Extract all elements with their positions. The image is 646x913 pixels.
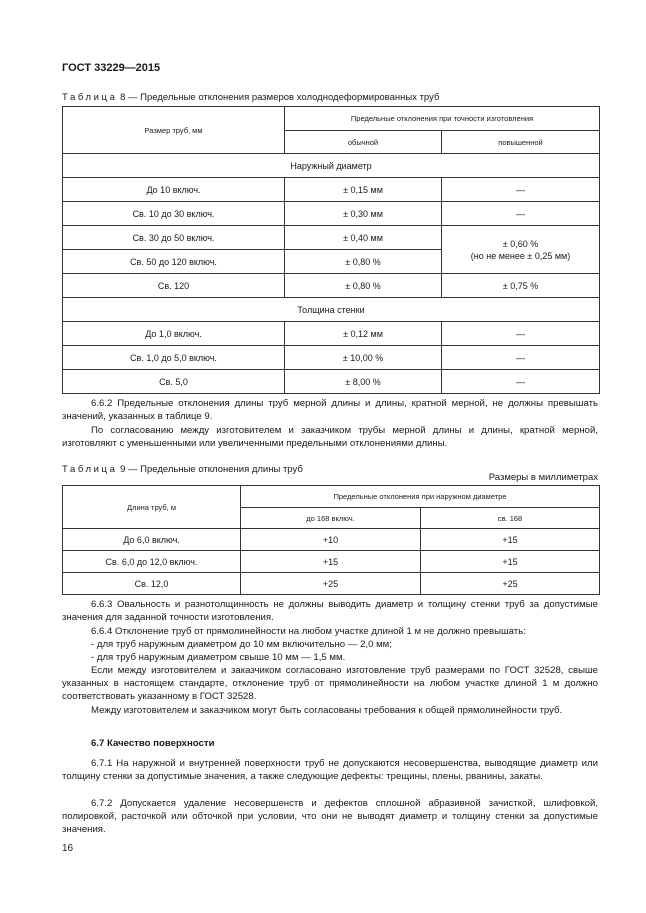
- table8-high-cell: ± 0,75 %: [442, 274, 600, 298]
- paragraph-gost-32528: Если между изготовителем и заказчиком согласовано изготовление труб размерами по ГОСТ 32528, свыше указанных в настоящем стандарте, отклонение труб от прямолинейности на любом участке длиной 1 м должно соответствовать указанному в ГОСТ 32528.: [62, 665, 598, 703]
- table9-caption: [62, 464, 303, 475]
- table8-caption: [62, 92, 439, 103]
- table8-size-cell: Св. 1,0 до 5,0 включ.: [63, 346, 285, 370]
- table8-size-cell: До 1,0 включ.: [63, 322, 285, 346]
- table8-high-cell: —: [442, 178, 600, 202]
- table8-col-size: Размер труб, мм: [63, 107, 285, 154]
- table8-section-title: Наружный диаметр: [63, 154, 600, 178]
- table8-size-cell: Св. 30 до 50 включ.: [63, 226, 285, 250]
- table9-caption-word: Таблица: [62, 464, 118, 475]
- table8-col-high: повышенной: [442, 131, 600, 154]
- table8-normal-cell: ± 0,80 %: [285, 250, 442, 274]
- table9-caption-text: — Предельные отклонения длины труб: [128, 464, 303, 475]
- section-heading-6-7: 6.7 Качество поверхности: [91, 738, 215, 749]
- table8-caption-word: Таблица: [62, 92, 118, 103]
- table9-caption-number: 9: [120, 464, 126, 475]
- table8: [62, 106, 600, 394]
- table8-col-normal: обычной: [285, 131, 442, 154]
- table9-b-cell: +15: [421, 551, 600, 573]
- table9-a-cell: +10: [241, 529, 421, 551]
- table8-section-row: [63, 154, 600, 178]
- table8-size-cell: Св. 120: [63, 274, 285, 298]
- table8-size-cell: Св. 50 до 120 включ.: [63, 250, 285, 274]
- paragraph-6-7-1: 6.7.1 На наружной и внутренней поверхности труб не допускаются несовершенства, выводящие диаметр или толщину стенки за допустимые значения, а также следующие дефекты: трещины, плены, рванины, закаты.: [62, 758, 598, 783]
- table8-high-cell: —: [442, 322, 600, 346]
- table8-high-cell: —: [442, 370, 600, 394]
- paragraph-6-6-4: 6.6.4 Отклонение труб от прямолинейности на любом участке длиной 1 м не должно превышать:: [91, 626, 526, 637]
- table8-merged-high-cell: [442, 226, 600, 274]
- table9-a-cell: +25: [241, 573, 421, 595]
- table-row: [63, 346, 600, 370]
- table-row: [63, 178, 600, 202]
- paragraph-general-straightness: Между изготовителем и заказчиком могут быть согласованы требования к общей прямолинейности труб.: [91, 705, 563, 716]
- table8-normal-cell: ± 0,40 мм: [285, 226, 442, 250]
- paragraph-6-7-2: 6.7.2 Допускается удаление несовершенств и дефектов сплошной абразивной зачисткой, шлифовкой, полировкой, расточкой или обточкой при условии, что они не выводят диаметр и толщину стенки за допустимые значения.: [62, 798, 598, 836]
- table8-col-group: Предельные отклонения при точности изготовления: [285, 107, 600, 131]
- table9-units: Размеры в миллиметрах: [488, 472, 598, 483]
- page-number: 16: [62, 843, 74, 854]
- table-row: [63, 274, 600, 298]
- paragraph-length-agreement: По согласованию между изготовителем и заказчиком трубы мерной длины и длины, кратной мерной, изготовляют с уменьшенными или увеличенными предельными отклонениями длины.: [62, 425, 598, 450]
- document-header: ГОСТ 33229—2015: [62, 62, 161, 74]
- table8-size-cell: До 10 включ.: [63, 178, 285, 202]
- paragraph-6-6-2: 6.6.2 Предельные отклонения длины труб мерной длины и длины, кратной мерной, не должны превышать значений, указанных в таблице 9.: [62, 398, 598, 423]
- table8-size-cell: Св. 5,0: [63, 370, 285, 394]
- table9-col-length: Длина труб, м: [63, 486, 241, 529]
- table9-length-cell: Св. 6,0 до 12,0 включ.: [63, 551, 241, 573]
- table-row: [63, 226, 600, 250]
- table8-high-cell: —: [442, 202, 600, 226]
- table8-size-cell: Св. 10 до 30 включ.: [63, 202, 285, 226]
- table9-col-a: до 168 включ.: [241, 508, 421, 529]
- table8-high-cell: —: [442, 346, 600, 370]
- table8-caption-number: 8: [120, 92, 126, 103]
- table9-b-cell: +15: [421, 529, 600, 551]
- table-row: [63, 573, 600, 595]
- table9-length-cell: До 6,0 включ.: [63, 529, 241, 551]
- table-row: [63, 529, 600, 551]
- table8-section-row: [63, 298, 600, 322]
- table9-length-cell: Св. 12,0: [63, 573, 241, 595]
- table8-normal-cell: ± 0,12 мм: [285, 322, 442, 346]
- table9-a-cell: +15: [241, 551, 421, 573]
- table9: [62, 485, 600, 595]
- table8-header-row: [63, 107, 600, 131]
- table8-normal-cell: ± 10,00 %: [285, 346, 442, 370]
- table8-section-title: Толщина стенки: [63, 298, 600, 322]
- table8-caption-text: — Предельные отклонения размеров холоднодеформированных труб: [128, 92, 440, 103]
- table8-merged-line1: ± 0,60 %: [502, 238, 539, 249]
- table9-col-b: св. 168: [421, 508, 600, 529]
- table8-normal-cell: ± 8,00 %: [285, 370, 442, 394]
- table-row: [63, 551, 600, 573]
- list-item-bullet-1: - для труб наружным диаметром до 10 мм включительно — 2,0 мм;: [91, 639, 392, 650]
- table8-normal-cell: ± 0,30 мм: [285, 202, 442, 226]
- list-item-bullet-2: - для труб наружным диаметром свыше 10 мм — 1,5 мм.: [91, 652, 346, 663]
- table8-normal-cell: ± 0,15 мм: [285, 178, 442, 202]
- paragraph-6-6-3: 6.6.3 Овальность и разнотолщинность не должны выводить диаметр и толщину стенки труб за допустимые значения для заданной точности изготовления.: [62, 599, 598, 624]
- table9-col-group: Предельные отклонения при наружном диаметре: [241, 486, 600, 508]
- table9-header-row: [63, 486, 600, 508]
- table-row: [63, 322, 600, 346]
- table-row: [63, 370, 600, 394]
- table8-normal-cell: ± 0,80 %: [285, 274, 442, 298]
- table8-merged-line2: (но не менее ± 0,25 мм): [470, 250, 571, 261]
- table9-b-cell: +25: [421, 573, 600, 595]
- table-row: [63, 202, 600, 226]
